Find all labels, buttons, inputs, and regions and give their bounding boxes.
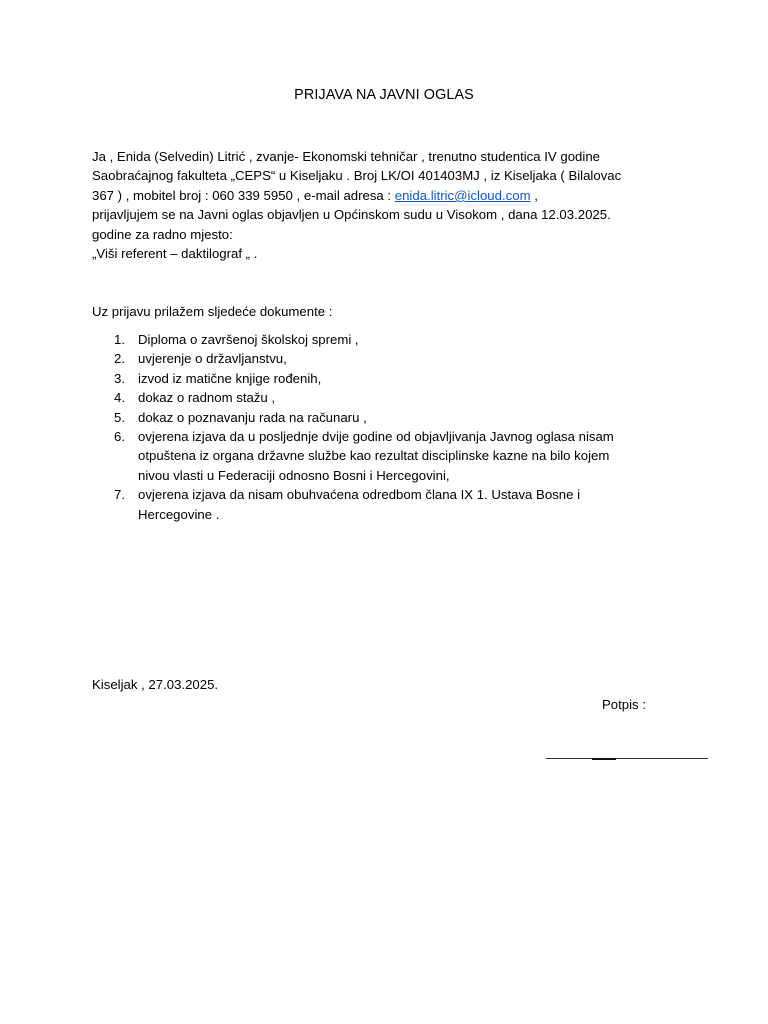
intro-line: Ja , Enida (Selvedin) Litrić , zvanje- Ekonomski tehničar , trenutno studentica IV godine xyxy=(92,149,600,164)
list-item-text: nivou vlasti u Federaciji odnosno Bosni i Hercegovini, xyxy=(138,467,450,483)
intro-line: godine za radno mjesto: xyxy=(92,226,233,242)
attachments-intro: Uz prijavu prilažem sljedeće dokumente : xyxy=(92,304,333,319)
intro-line: prijavljujem se na Javni oglas objavljen u Općinskom sudu u Visokom , dana 12.03.2025. xyxy=(92,207,611,223)
list-item-number: 3. xyxy=(114,370,125,386)
list-item xyxy=(92,427,662,485)
list-item-number: 5. xyxy=(114,409,125,425)
list-item-text: dokaz o poznavanju rada na računaru , xyxy=(138,409,367,425)
list-item-number: 7. xyxy=(114,487,125,503)
list-item-text: otpuštena iz organa državne službe kao rezultat disciplinske kazne na bilo kojem xyxy=(138,448,610,464)
document-title: PRIJAVA NA JAVNI OGLAS xyxy=(294,87,474,103)
signature-line xyxy=(546,758,708,759)
list-item-text: uvjerenje o državljanstvu, xyxy=(138,351,287,367)
place-date: Kiseljak , 27.03.2025. xyxy=(92,677,219,692)
list-item xyxy=(92,349,662,368)
list-item-text: izvod iz matične knjige rođenih, xyxy=(138,370,322,386)
intro-line-suffix: , xyxy=(530,187,538,203)
list-item xyxy=(92,388,662,407)
list-item-number: 4. xyxy=(114,390,125,406)
list-item xyxy=(92,330,662,349)
intro-line xyxy=(92,186,662,205)
intro-line-prefix: 367 ) , mobitel broj : 060 339 5950 , e-mail adresa : xyxy=(92,187,395,203)
list-item-number: 2. xyxy=(114,351,125,367)
list-item xyxy=(92,408,662,427)
intro-line: Saobraćajnog fakulteta „CEPS“ u Kiseljaku . Broj LK/OI 401403MJ , iz Kiseljaka ( Bilalovac xyxy=(92,168,622,184)
signature-label: Potpis : xyxy=(602,697,646,712)
list-item-text: ovjerena izjava da u posljednje dvije godine od objavljivanja Javnog oglasa nisam xyxy=(138,429,614,445)
list-item-text: Diploma o završenoj školskoj spremi , xyxy=(138,332,359,347)
attachments-list xyxy=(92,330,662,524)
list-item xyxy=(92,485,662,524)
job-position: „Viši referent – daktilograf „ . xyxy=(92,246,258,262)
list-item xyxy=(92,369,662,388)
list-item-text: dokaz o radnom stažu , xyxy=(138,390,276,406)
email-link[interactable]: enida.litric@icloud.com xyxy=(394,187,531,203)
list-item-text: ovjerena izjava da nisam obuhvaćena odredbom člana IX 1. Ustava Bosne i xyxy=(138,487,581,503)
list-item-number: 1. xyxy=(114,332,125,347)
list-item-number: 6. xyxy=(114,429,125,445)
list-item-text: Hercegovine . xyxy=(138,506,220,522)
intro-paragraph xyxy=(92,147,662,263)
